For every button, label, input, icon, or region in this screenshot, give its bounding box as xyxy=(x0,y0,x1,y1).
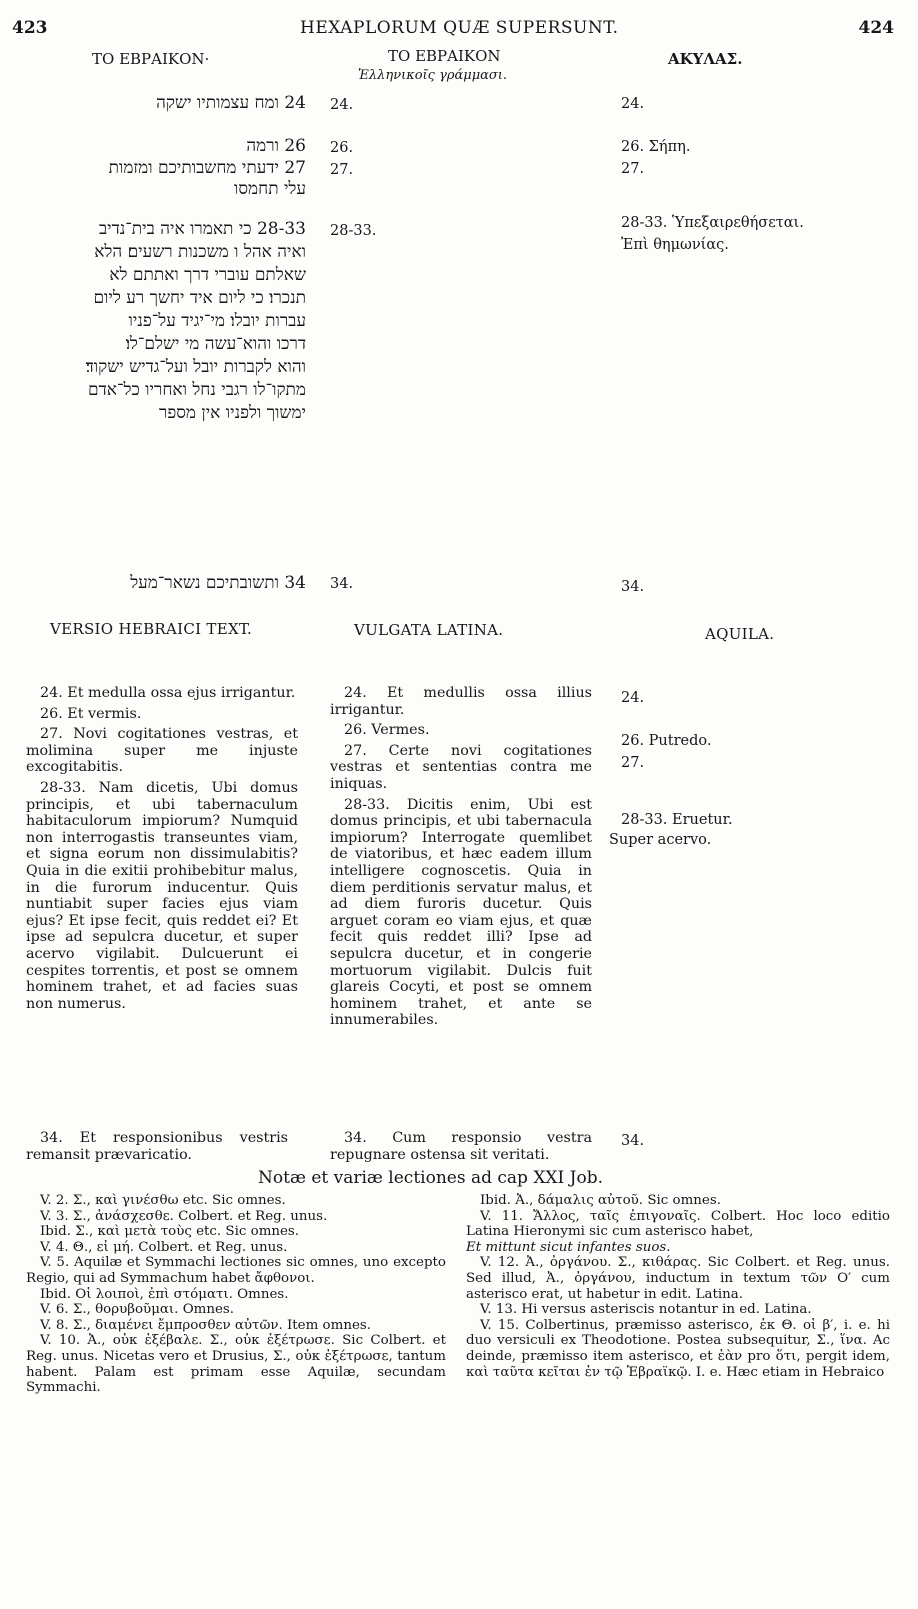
vulgata-column-head: VULGATA LATINA. xyxy=(354,621,504,639)
hebrew-line: מתקו־לו רגבי נחל ואחריו כל־אדם xyxy=(88,380,306,400)
versio-verse-34-block xyxy=(26,1130,288,1167)
note-item: V. 15. Colbertinus, præmisso asterisco, ἐκ Θ. οἱ β′, i. e. hi duo versiculi ex Theodotione. Postea subsequitur, Σ., ἵνα. Ac deinde, præmisso item asterisco, et ἐὰν pro ὅτι, pergit idem, καὶ ταῦτα κεῖται ἐν τῷ Ἑβραϊκῷ. I. e. Hæc etiam in Hebraico xyxy=(466,1317,890,1380)
note-item: V. 8. Σ., διαμένει ἔμπροσθεν αὐτῶν. Item omnes. xyxy=(40,1317,371,1333)
translit-verse-34: 34. xyxy=(330,576,354,592)
note-item: V. 3. Σ., ἀνάσχεσθε. Colbert. et Reg. unus. xyxy=(40,1208,328,1224)
page-title: HEXAPLORUM QUÆ SUPERSUNT. xyxy=(300,18,619,38)
hebrew-line: שאלתם עוברי דרך ואתתם לא xyxy=(109,265,306,285)
aquila-latin-verse-28-33: 28-33. Eruetur. xyxy=(621,812,733,828)
hebrew-line: 28-33 כי תאמרו איה בית־נדיב xyxy=(98,219,306,239)
page-number-right: 424 xyxy=(858,18,894,38)
translit-verse-28-33: 28-33. xyxy=(330,223,377,239)
notes-left-column xyxy=(26,1193,446,1396)
aquila-greek-verse-28-33: 28-33. Ὑπεξαιρεθήσεται. xyxy=(621,215,804,231)
vulgata-verse-28-33: 28-33. Dicitis enim, Ubi est domus principis, et ubi tabernacula impiorum? Interrogate quemlibet de viatoribus, et hæc eadem illum intelligere cognoscetis. Quia in diem perditionis servatur malus, et ad diem furoris ducetur. Quis arguet coram eo viam ejus, et quæ fecit quis reddet illi? Ipse ad sepulcra ducetur, et in congerie mortuorum vigilabit. Dulcis fuit glareis Cocyti, et post se omnem hominem trahet, et ante se innumerabiles. xyxy=(330,796,592,1029)
running-head xyxy=(0,6,918,38)
note-quotation: Et mittunt sicut infantes suos. xyxy=(466,1239,671,1255)
translit-verse-24: 24. xyxy=(330,97,354,113)
aquila-greek-verse-26: 26. Σήπη. xyxy=(621,139,691,155)
vulgata-verse-24: 24. Et medullis ossa illius irrigantur. xyxy=(330,685,592,718)
aquila-greek-verse-27: 27. xyxy=(621,161,645,177)
versio-column xyxy=(26,685,298,1016)
notes-right-column xyxy=(466,1193,890,1380)
note-item: Ibid. Σ., καὶ μετὰ τοὺς etc. Sic omnes. xyxy=(40,1224,300,1240)
vulgata-verse-27: 27. Certe novi cogitationes vestras et sententias contra me iniquas. xyxy=(330,742,592,792)
note-item: V. 4. Θ., εἰ μή. Colbert. et Reg. unus. xyxy=(40,1239,288,1255)
hebrew-verse-27: 27 ידעתי מחשבותיכם ומזמות xyxy=(108,158,306,178)
hebrew-verse-24: 24 ומח עצמותיו ישקה xyxy=(156,93,306,113)
hebrew-verse-34: 34 ותשובתיכם נשאר־מעל xyxy=(130,573,306,593)
translit-column-subhead: Ἑλληνικοῖς γράμμασι. xyxy=(358,68,508,83)
aquila-latin-verse-24: 24. xyxy=(621,690,645,706)
versio-verse-24: 24. Et medulla ossa ejus irrigantur. xyxy=(40,685,296,701)
versio-verse-26: 26. Et vermis. xyxy=(40,705,142,722)
hebrew-line: והוא לקברות יובל ועל־גדיש ישקוד׃ xyxy=(85,357,306,377)
aquila-greek-verse-24: 24. xyxy=(621,96,645,112)
hebrew-line: תנכרו׃ כי ליום איד יחשך רע ליום xyxy=(93,288,306,308)
aquila-greek-verse-34: 34. xyxy=(621,579,645,595)
versio-verse-28-33: 28-33. Nam dicetis, Ubi domus principis, et ubi tabernaculum habitaculorum impiorum? Numquid non interrogastis transeuntes viam, et signa eorum non dissimulabitis? Quia in die exitii prohibebitur malus, in die furorum inducentur. Quis nuntiabit super facies ejus viam ejus? Et ipse fecit, quis reddet ei? Et ipse ad sepulcra ducetur, et super acervo vigilabit. Dulcuerunt ei cespites torrentis, et post se omnem hominem trahet, et ad facies suas non numerus. xyxy=(26,779,298,1012)
page-number-left: 423 xyxy=(12,18,48,38)
vulgata-verse-34-block xyxy=(330,1130,592,1167)
note-item: V. 6. Σ., θορυβοῦμαι. Omnes. xyxy=(40,1302,235,1318)
aquila-latin-verse-34: 34. xyxy=(621,1133,645,1149)
note-item: V. 11. Ἄλλος, ταῖς ἐπιγοναῖς. Colbert. Hoc loco editio Latina Hieronymi sic cum asterisco habet, xyxy=(466,1208,890,1240)
versio-verse-34: 34. Et responsionibus vestris remansit prævaricatio. xyxy=(26,1130,288,1163)
versio-column-head: VERSIO HEBRAICI TEXT. xyxy=(50,620,253,638)
translit-verse-27: 27. xyxy=(330,162,354,178)
note-item: Ibid. Ἀ., δάμαλις αὐτοῦ. Sic omnes. xyxy=(480,1193,721,1208)
aquila-greek-verse-28-33-cont: Ἐπὶ θημωνίας. xyxy=(621,237,729,253)
note-item: V. 13. Hi versus asteriscis notantur in ed. Latina. xyxy=(480,1302,812,1318)
aquila-latin-column-head: AQUILA. xyxy=(705,625,775,643)
vulgata-verse-26: 26. Vermes. xyxy=(344,722,430,739)
hebrew-column-head: ΤΟ ΕΒΡΑΙΚΟΝ· xyxy=(92,50,210,68)
hebrew-verse-27-cont: עלי תחמסו xyxy=(234,179,306,199)
note-item: V. 10. Ἀ., οὐκ ἐξέβαλε. Σ., οὐκ ἐξέτρωσε. Sic Colbert. et Reg. unus. Nicetas vero et Drusius, Σ., οὐκ ἐξέτρωσε, tantum habent. Palam est primam esse Aquilæ, secundam Symmachi. xyxy=(26,1333,446,1396)
aquila-latin-verse-27: 27. xyxy=(621,755,645,771)
note-item: V. 5. Aquilæ et Symmachi lectiones sic omnes, uno excepto Regio, qui ad Symmachum habet ἄφθονοι. xyxy=(26,1255,446,1286)
hebrew-line: ואיה אהל ו משכנות רשעים׃ הלא xyxy=(94,242,306,262)
hebrew-verse-28-33 xyxy=(6,218,306,425)
note-item: V. 12. Ἀ., ὀργάνου. Σ., κιθάρας. Sic Colbert. et Reg. unus. Sed illud, Ἀ., ὀργάνου, inductum in textum τῶν Ο′ cum asterisco erat, ut habetur in edit. Latina. xyxy=(466,1255,890,1302)
translit-verse-26: 26. xyxy=(330,140,354,156)
note-item: Ibid. Οἱ λοιποὶ, ἐπὶ στόματι. Omnes. xyxy=(40,1286,289,1302)
translit-column-head: ΤΟ ΕΒΡΑΙΚΟΝ xyxy=(388,47,501,65)
aquila-greek-column-head: ΑΚΥΛΑΣ. xyxy=(668,50,743,68)
aquila-latin-verse-26: 26. Putredo. xyxy=(621,733,712,749)
note-item: V. 2. Σ., καὶ γινέσθω etc. Sic omnes. xyxy=(40,1193,286,1208)
hebrew-line: דרכו והוא־עשה מי ישלם־לו׃ xyxy=(125,334,306,354)
vulgata-verse-34: 34. Cum responsio vestra repugnare ostensa sit veritati. xyxy=(330,1130,592,1163)
vulgata-column xyxy=(330,685,592,1033)
notes-title: Notæ et variæ lectiones ad cap XXI Job. xyxy=(258,1168,603,1188)
hebrew-line: עברות יובלו׃ מי־יגיד על־פניו xyxy=(128,311,306,331)
aquila-latin-verse-28-33-cont: Super acervo. xyxy=(609,832,712,848)
hebrew-line: ימשוך ולפניו אין מספר xyxy=(158,403,306,423)
hebrew-verse-26: 26 ורמה xyxy=(246,136,306,156)
versio-verse-27: 27. Novi cogitationes vestras, et molimina super me injuste excogitabitis. xyxy=(26,726,298,776)
